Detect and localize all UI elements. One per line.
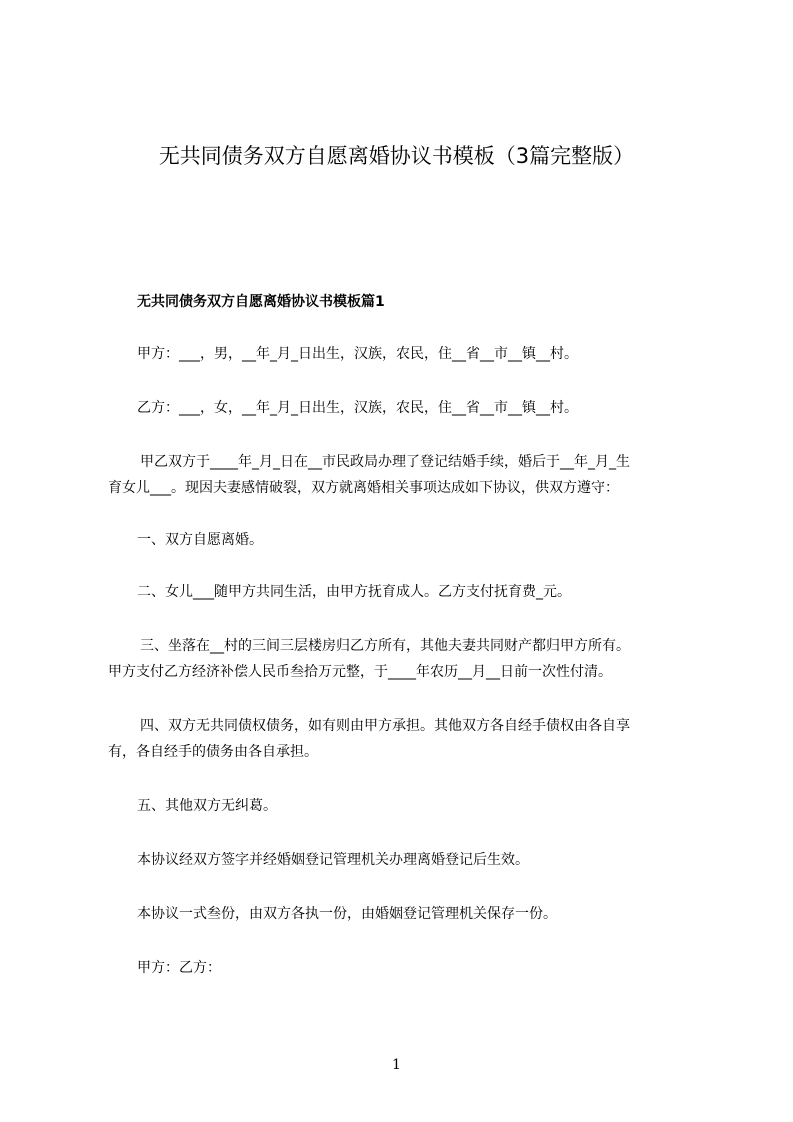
party-b-paragraph: 乙方：___，女，__年_月_日出生，汉族，农民，住__省__市__镇__村。 [137,400,578,416]
section-heading: 无共同债务双方自愿离婚协议书模板篇1 [137,294,385,310]
document-title: 无共同债务双方自愿离婚协议书模板（3篇完整版） [158,144,635,168]
page-number: 1 [392,1057,401,1073]
clause-1: 一、双方自愿离婚。 [137,532,263,548]
copies-paragraph: 本协议一式叁份，由双方各执一份，由婚姻登记管理机关保存一份。 [137,906,557,922]
clause-3-line-1: 三、坐落在__村的三间三层楼房归乙方所有，其他夫妻共同财产都归甲方所有。 [140,638,630,654]
clause-4-line-2: 有，各自经手的债务由各自承担。 [108,744,318,760]
background-paragraph-line-2: 育女儿___。现因夫妻感情破裂，双方就离婚相关事项达成如下协议，供双方遵守： [108,480,619,496]
clause-3-line-2: 甲方支付乙方经济补偿人民币叁拾万元整，于____年农历__月__日前一次性付清。 [108,664,612,680]
party-a-paragraph: 甲方：___，男，__年_月_日出生，汉族，农民，住__省__市__镇__村。 [137,346,578,362]
clause-4-line-1: 四、双方无共同债权债务，如有则由甲方承担。其他双方各自经手债权由各自享 [140,718,630,734]
clause-2: 二、女儿___随甲方共同生活，由甲方抚育成人。乙方支付抚育费_元。 [137,584,571,600]
background-paragraph-line-1: 甲乙双方于____年_月_日在__市民政局办理了登记结婚手续，婚后于__年_月_生 [140,454,630,470]
effect-paragraph: 本协议经双方签字并经婚姻登记管理机关办理离婚登记后生效。 [137,852,529,868]
signatures-line: 甲方：乙方： [137,960,221,976]
clause-5: 五、其他双方无纠葛。 [137,798,277,814]
